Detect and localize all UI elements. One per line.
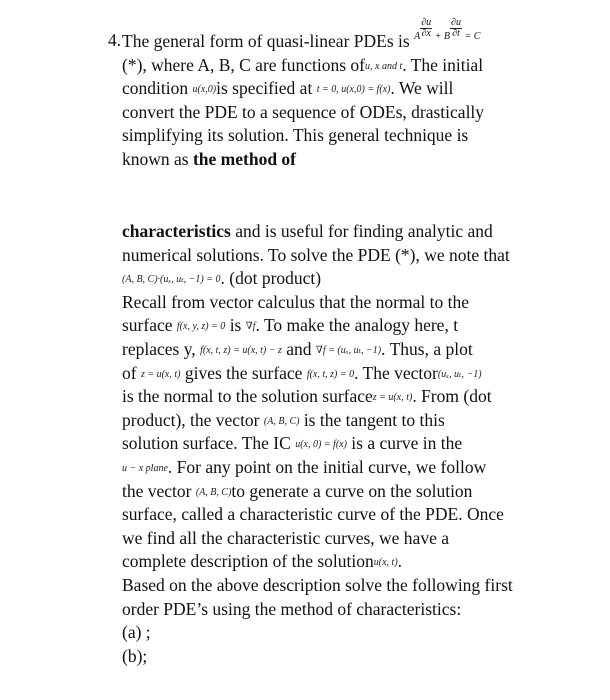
text-line	[122, 54, 542, 78]
text: of	[122, 362, 137, 383]
math: f(x, y, z) = 0	[176, 321, 226, 333]
math: (A, B, C)	[263, 415, 300, 427]
bold-term: characteristics	[122, 221, 231, 241]
text: surface	[122, 315, 173, 336]
text-line	[122, 550, 542, 574]
math: ∇f = (uₓ, uₜ, −1)	[315, 344, 382, 356]
text: . The vector	[354, 362, 438, 383]
text: complete description of the solution	[122, 551, 374, 572]
text: . The initial	[402, 54, 484, 75]
question-a: (a) ;	[122, 622, 151, 643]
text-line	[122, 432, 542, 456]
text-line: order PDE’s using the method of characteristics:	[122, 598, 462, 619]
text: is	[229, 315, 242, 336]
text-line	[122, 148, 542, 172]
text: .	[397, 551, 403, 572]
question-b: (b);	[122, 645, 148, 666]
math: u(x, 0) = f(x)	[295, 439, 347, 451]
text-line	[122, 456, 542, 480]
text: is specified at	[216, 78, 313, 99]
eq-num: ∂u	[451, 17, 461, 29]
text: replaces y,	[122, 338, 196, 359]
text-line: we find all the characteristic curves, we have a	[122, 527, 449, 548]
text: known as	[122, 148, 189, 169]
math: ∇f	[245, 321, 256, 333]
text-line	[122, 314, 542, 338]
text-line	[122, 385, 542, 409]
math: u(x, t)	[373, 557, 398, 569]
text: is the tangent to this	[303, 409, 445, 430]
text: condition	[122, 78, 189, 99]
text: is the normal to the solution surface	[122, 386, 373, 407]
text: the vector	[122, 480, 192, 501]
eq-coef: + B	[434, 31, 450, 42]
math: u − x plane	[122, 462, 168, 474]
text-line	[122, 77, 542, 101]
text-line	[122, 267, 542, 291]
item-number: 4.	[108, 30, 122, 50]
text: . (dot product)	[220, 268, 322, 289]
math: u(x,0)	[192, 84, 217, 96]
text: . From (dot	[412, 386, 492, 407]
text-line: simplifying its solution. This general technique is	[122, 125, 469, 146]
text: . For any point on the initial curve, we follow	[167, 456, 487, 477]
text: and is useful for finding analytic and	[235, 221, 493, 241]
text-line	[122, 220, 542, 244]
equation	[414, 17, 481, 42]
paragraph-intro	[122, 17, 542, 172]
math: (A, B, C)	[195, 486, 232, 498]
math: u, x and t	[365, 60, 403, 72]
paragraph-characteristics	[122, 220, 542, 668]
math: f(x, t, z) = u(x, t) − z	[200, 344, 282, 356]
eq-num: ∂u	[421, 17, 432, 29]
text-line	[122, 17, 542, 54]
eq-fraction	[420, 18, 432, 39]
text: to generate a curve on the solution	[231, 480, 473, 501]
text: The general form of quasi-linear PDEs is	[122, 31, 410, 51]
bold-term: the method of	[192, 148, 297, 169]
text: and	[286, 338, 312, 359]
eq-den: ∂x	[421, 28, 431, 40]
text: is a curve in the	[351, 433, 463, 454]
text-line	[122, 362, 542, 386]
math: z = u(x, t)	[372, 392, 413, 404]
text-line	[122, 409, 542, 433]
text: gives the surface	[184, 362, 303, 383]
math: (A, B, C)·(uₓ, uₜ, −1) = 0	[122, 274, 221, 286]
text: (*), where A, B, C are functions of	[122, 54, 365, 75]
text: . Thus, a plot	[381, 338, 473, 359]
text: solution surface. The IC	[122, 433, 291, 454]
eq-fraction	[450, 18, 462, 39]
text-line: surface, called a characteristic curve of the PDE. Once	[122, 504, 504, 525]
math: z = u(x, t)	[140, 368, 181, 380]
text-line: numerical solutions. To solve the PDE (*), we note that	[122, 244, 510, 265]
eq-den: ∂t	[452, 28, 460, 40]
text-line: Based on the above description solve the following first	[122, 574, 513, 595]
text-line: Recall from vector calculus that the normal to the	[122, 291, 469, 312]
text-line: convert the PDE to a sequence of ODEs, drastically	[122, 101, 485, 122]
text: . We will	[390, 78, 454, 99]
eq-rhs: = C	[464, 31, 481, 42]
math: f(x, t, z) = 0	[306, 368, 355, 380]
eq-coef: A	[414, 31, 421, 42]
text: . To make the analogy here, t	[255, 315, 459, 336]
text: product), the vector	[122, 409, 260, 430]
text-line	[122, 338, 542, 362]
text-line	[122, 480, 542, 504]
math: t = 0, u(x,0) = f(x)	[316, 84, 391, 96]
math: (uₓ, uₜ, −1)	[437, 368, 482, 380]
